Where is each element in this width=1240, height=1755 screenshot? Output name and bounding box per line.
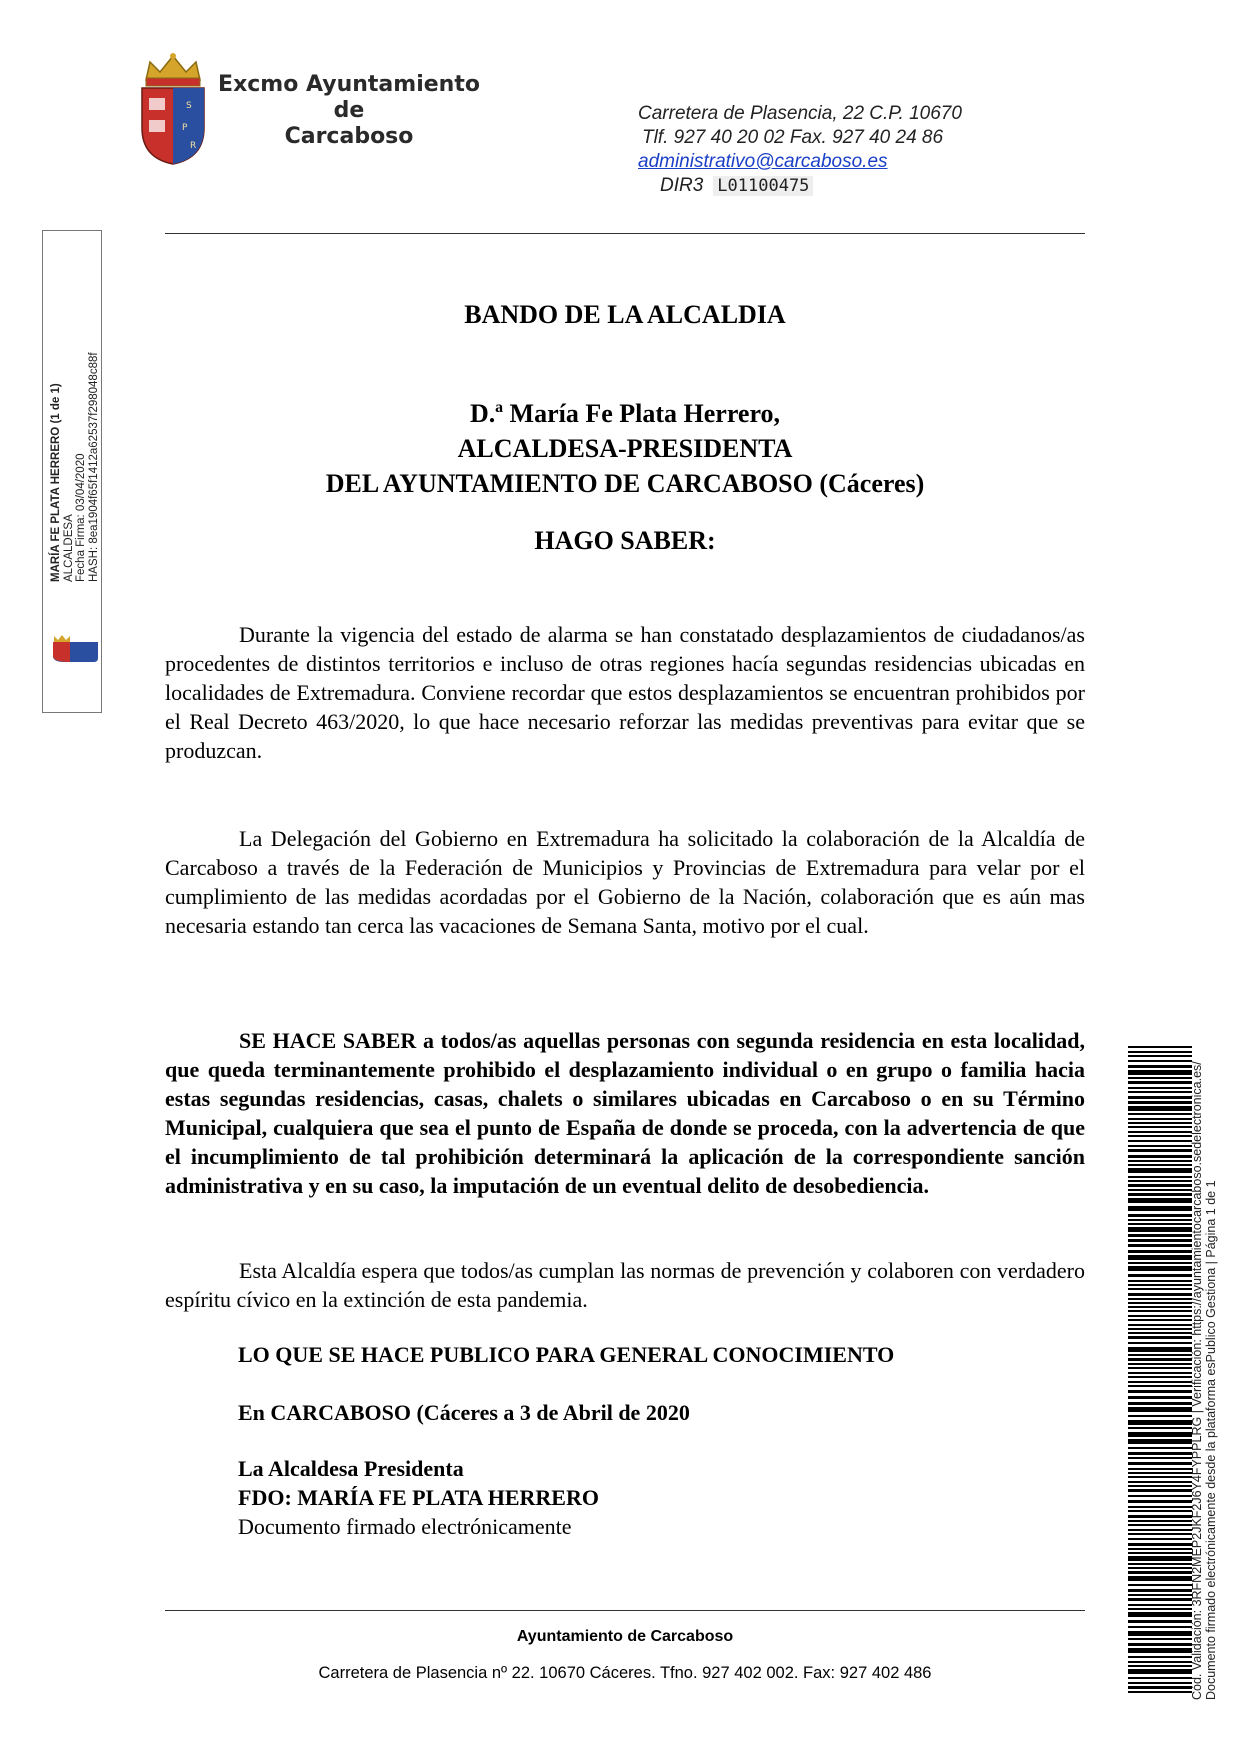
- barcode-bar: [1128, 1500, 1192, 1503]
- publication-statement: LO QUE SE HACE PUBLICO PARA GENERAL CONOCIMIENTO: [238, 1342, 895, 1367]
- barcode-bar: [1128, 1533, 1192, 1535]
- footer-divider: [165, 1610, 1085, 1611]
- contact-address: Carretera de Plasencia, 22 C.P. 10670: [638, 103, 962, 124]
- barcode-bar: [1128, 1510, 1192, 1512]
- municipal-crest-logo: [138, 50, 208, 166]
- barcode-bar: [1128, 1390, 1192, 1393]
- barcode-bar: [1128, 1481, 1192, 1483]
- barcode-bar: [1128, 1571, 1192, 1574]
- barcode-bar: [1128, 1106, 1192, 1111]
- barcode-bar: [1128, 1420, 1192, 1425]
- barcode-bar: [1128, 1643, 1192, 1646]
- header-divider: [165, 233, 1085, 234]
- footer-organization: Ayuntamiento de Carcaboso: [516, 1628, 734, 1645]
- signature-role: La Alcaldesa Presidenta: [238, 1456, 464, 1481]
- barcode-bar: [1128, 1638, 1192, 1640]
- signature-stamp-text: [50, 312, 100, 582]
- barcode-bar: [1128, 1686, 1192, 1689]
- stamp-signer-role: ALCALDESA: [62, 514, 75, 582]
- barcode-bar: [1128, 1280, 1192, 1282]
- barcode-bar: [1128, 1184, 1192, 1187]
- dir3-line: [638, 174, 1018, 198]
- barcode-bar: [1128, 1457, 1192, 1459]
- paragraph-2-text: La Delegación del Gobierno en Extremadura ha solicitado la colaboración de la Alcaldía de Carcaboso a través de la Federación de Municipios y Provincias de Extremadura para velar por el cumplimiento de las medidas acordadas por el Gobierno de la Nación, colaboración que es aún mas necesaria estando tan cerca las vacaciones de Semana Santa, motivo por el cual.: [165, 826, 1085, 938]
- barcode-bar: [1128, 1485, 1192, 1487]
- barcode-bar: [1128, 1223, 1192, 1225]
- dir3-label: DIR3: [660, 175, 704, 196]
- barcode-bar: [1128, 1140, 1192, 1142]
- barcode-bar: [1128, 1342, 1192, 1344]
- barcode-bar: [1128, 1227, 1192, 1232]
- barcode-bar: [1128, 1293, 1192, 1296]
- barcode-bar: [1128, 1180, 1192, 1182]
- barcode-bar: [1128, 1239, 1192, 1242]
- footer-address: Carretera de Plasencia nº 22. 10670 Cáceres. Tfno. 927 402 002. Fax: 927 402 486: [318, 1664, 932, 1682]
- paragraph-3-notice: [165, 1026, 1085, 1200]
- barcode-bar: [1128, 1288, 1192, 1290]
- barcode-bar: [1128, 1060, 1192, 1062]
- barcode-bar: [1128, 1091, 1192, 1093]
- validation-code-line: Cód. Validación: 3RFN2MEP2JKF2J6Y4FYPPLRG | Verificación: https://ayuntamientocarcaboso.sedelectronica.es/: [1190, 1061, 1204, 1700]
- barcode-bar: [1128, 1402, 1192, 1405]
- dir3-code: L01100475: [713, 176, 813, 196]
- barcode-bar: [1128, 1266, 1192, 1271]
- signer-name: D.ª María Fe Plata Herrero,: [469, 399, 781, 428]
- barcode-bar: [1128, 1149, 1192, 1152]
- barcode-bar: [1128, 1439, 1192, 1444]
- barcode-bar: [1128, 1122, 1192, 1124]
- paragraph-1: [165, 620, 1085, 765]
- barcode-bar: [1128, 1677, 1192, 1679]
- svg-text:S: S: [186, 101, 192, 111]
- hago-saber-heading: HAGO SABER:: [534, 526, 716, 555]
- barcode-bar: [1128, 1087, 1192, 1089]
- barcode-bar: [1128, 1468, 1192, 1470]
- org-name-line-2: de: [333, 98, 365, 123]
- barcode-bar: [1128, 1244, 1192, 1247]
- barcode-bar: [1128, 1620, 1192, 1623]
- barcode-bar: [1128, 1515, 1192, 1518]
- barcode-bar: [1128, 1081, 1192, 1084]
- barcode-bar: [1128, 1381, 1192, 1383]
- validation-text: [1190, 1061, 1218, 1700]
- barcode-bar: [1128, 1070, 1192, 1075]
- paragraph-4-text: Esta Alcaldía espera que todos/as cumplan las normas de prevención y colaboren con verdadero espíritu cívico en la extinción de esta pandemia.: [165, 1258, 1085, 1312]
- barcode-bar: [1128, 1626, 1192, 1628]
- barcode-bar: [1128, 1665, 1192, 1667]
- barcode-bar: [1128, 1206, 1192, 1211]
- barcode-bar: [1128, 1135, 1192, 1137]
- barcode-bar: [1128, 1495, 1192, 1497]
- barcode-bar: [1128, 1168, 1192, 1173]
- barcode-bar: [1128, 1520, 1192, 1522]
- stamp-sign-date: Fecha Firma: 03/04/2020: [75, 453, 87, 582]
- barcode-bar: [1128, 1452, 1192, 1455]
- barcode-bar: [1128, 1576, 1192, 1581]
- barcode-bar: [1128, 1250, 1192, 1253]
- barcode-bar: [1128, 1376, 1192, 1378]
- barcode-bar: [1128, 1489, 1192, 1492]
- barcode-bar: [1128, 1584, 1192, 1586]
- stamp-signer-name: MARÍA FE PLATA HERRERO (1 de 1): [50, 383, 62, 582]
- barcode-bar: [1128, 1415, 1192, 1417]
- barcode-bar: [1128, 1126, 1192, 1128]
- stamp-hash: HASH: 8ea1904f65f1412a62537f298048c88f: [87, 352, 100, 582]
- barcode-bar: [1128, 1315, 1192, 1317]
- barcode-bar: [1128, 1648, 1192, 1653]
- barcode-bar: [1128, 1661, 1192, 1663]
- barcode-bar: [1128, 1631, 1192, 1636]
- paragraph-3-text: SE HACE SABER a todos/as aquellas personas con segunda residencia en esta localidad, que queda terminantemente prohibido el desplazamiento individual o en grupo o familia hacia estas segundas residencias, casas, chalets o similares ubicadas en Carcaboso o en su Término Municipal, cualquiera que sea el punto de España de donde se proceda, con la advertencia de que el incumplimiento de tal prohibición determinará la aplicación de la correspondiente sanción administrativa y en su caso, la imputación de un eventual delito de desobediencia.: [165, 1028, 1085, 1198]
- barcode-bar: [1128, 1608, 1192, 1610]
- barcode-bar: [1128, 1219, 1192, 1221]
- barcode-bar: [1128, 1529, 1192, 1531]
- signature-name: FDO: MARÍA FE PLATA HERRERO: [238, 1485, 599, 1510]
- barcode-bar: [1128, 1407, 1192, 1412]
- barcode-bar: [1128, 1396, 1192, 1399]
- paragraph-2: [165, 824, 1085, 940]
- barcode-bar: [1128, 1556, 1192, 1561]
- org-name-line-1: Excmo Ayuntamiento: [218, 72, 480, 97]
- barcode-bar: [1128, 1118, 1192, 1120]
- barcode-bar: [1128, 1432, 1192, 1437]
- barcode-bar: [1128, 1604, 1192, 1606]
- barcode-bar: [1128, 1427, 1192, 1429]
- barcode-bar: [1128, 1336, 1192, 1339]
- barcode-bar: [1128, 1046, 1192, 1048]
- svg-text:R: R: [190, 141, 197, 151]
- barcode-bar: [1128, 1524, 1192, 1526]
- barcode-bar: [1128, 1472, 1192, 1474]
- barcode-bar: [1128, 1669, 1192, 1674]
- barcode-bar: [1128, 1447, 1192, 1449]
- barcode-bar: [1128, 1160, 1192, 1162]
- validation-barcode-icon: [1128, 1046, 1192, 1696]
- barcode-bar: [1128, 1298, 1192, 1300]
- signature-block: [238, 1454, 1078, 1541]
- barcode-bar: [1128, 1548, 1192, 1550]
- barcode-bar: [1128, 1347, 1192, 1352]
- barcode-bar: [1128, 1193, 1192, 1196]
- barcode-bar: [1128, 1262, 1192, 1264]
- barcode-bar: [1128, 1682, 1192, 1684]
- barcode-bar: [1128, 1594, 1192, 1596]
- barcode-bar: [1128, 1274, 1192, 1277]
- paragraph-4: [165, 1256, 1085, 1314]
- barcode-bar: [1128, 1372, 1192, 1374]
- signature-note: Documento firmado electrónicamente: [238, 1514, 572, 1539]
- contact-phone-fax: Tlf. 927 40 20 02 Fax. 927 40 24 86: [642, 127, 944, 148]
- barcode-bar: [1128, 1598, 1192, 1601]
- barcode-bar: [1128, 1367, 1192, 1369]
- barcode-bar: [1128, 1358, 1192, 1361]
- barcode-bar: [1128, 1189, 1192, 1191]
- barcode-bar: [1128, 1363, 1192, 1365]
- barcode-bar: [1128, 1324, 1192, 1326]
- barcode-bar: [1128, 1096, 1192, 1099]
- barcode-bar: [1128, 1065, 1192, 1068]
- barcode-bar: [1128, 1543, 1192, 1546]
- barcode-bar: [1128, 1284, 1192, 1286]
- barcode-bar: [1128, 1328, 1192, 1330]
- place-and-date: En CARCABOSO (Cáceres a 3 de Abril de 2020: [238, 1400, 690, 1425]
- svg-text:P: P: [182, 123, 188, 133]
- barcode-bar: [1128, 1691, 1192, 1693]
- signer-entity: DEL AYUNTAMIENTO DE CARCABOSO (Cáceres): [325, 469, 925, 498]
- barcode-bar: [1128, 1051, 1192, 1053]
- barcode-bar: [1128, 1589, 1192, 1592]
- barcode-bar: [1128, 1113, 1192, 1115]
- organization-name: [214, 72, 484, 150]
- barcode-bar: [1128, 1131, 1192, 1133]
- barcode-bar: [1128, 1101, 1192, 1104]
- barcode-bar: [1128, 1077, 1192, 1079]
- barcode-bar: [1128, 1656, 1192, 1658]
- barcode-bar: [1128, 1385, 1192, 1387]
- barcode-bar: [1128, 1306, 1192, 1308]
- contact-email-link[interactable]: administrativo@carcaboso.es: [638, 151, 888, 172]
- barcode-bar: [1128, 1302, 1192, 1304]
- signer-role: ALCALDESA-PRESIDENTA: [457, 434, 793, 463]
- barcode-bar: [1128, 1476, 1192, 1478]
- barcode-bar: [1128, 1354, 1192, 1356]
- validation-platform-line: Documento firmado electrónicamente desde la plataforma esPublico Gestiona | Página 1 de 1: [1204, 1180, 1218, 1700]
- org-name-line-3: Carcaboso: [284, 124, 414, 149]
- stamp-crest-icon: [50, 634, 100, 664]
- barcode-bar: [1128, 1563, 1192, 1565]
- barcode-bar: [1128, 1462, 1192, 1465]
- barcode-bar: [1128, 1164, 1192, 1166]
- document-title: BANDO DE LA ALCALDIA: [464, 300, 786, 329]
- barcode-bar: [1128, 1567, 1192, 1569]
- paragraph-1-text: Durante la vigencia del estado de alarma se han constatado desplazamientos de ciudadanos/as procedentes de distintos territorios e incluso de otras regiones hacía segundas residencias ubicadas en localidades de Extremadura. Conviene recordar que estos desplazamientos se encuentran prohibidos por el Real Decreto 463/2020, lo que hace necesario reforzar las medidas preventivas para evitar que se produzcan.: [165, 622, 1085, 763]
- barcode-bar: [1128, 1214, 1192, 1217]
- barcode-bar: [1128, 1155, 1192, 1158]
- contact-block: [638, 102, 1018, 198]
- barcode-bar: [1128, 1145, 1192, 1147]
- barcode-bar: [1128, 1506, 1192, 1508]
- barcode-bar: [1128, 1176, 1192, 1178]
- barcode-bar: [1128, 1332, 1192, 1334]
- barcode-bar: [1128, 1255, 1192, 1260]
- barcode-bar: [1128, 1198, 1192, 1203]
- barcode-bar: [1128, 1552, 1192, 1554]
- barcode-bar: [1128, 1319, 1192, 1321]
- barcode-bar: [1128, 1234, 1192, 1237]
- signer-block: [165, 396, 1085, 501]
- barcode-bar: [1128, 1538, 1192, 1540]
- barcode-bar: [1128, 1612, 1192, 1617]
- barcode-bar: [1128, 1310, 1192, 1312]
- barcode-bar: [1128, 1055, 1192, 1057]
